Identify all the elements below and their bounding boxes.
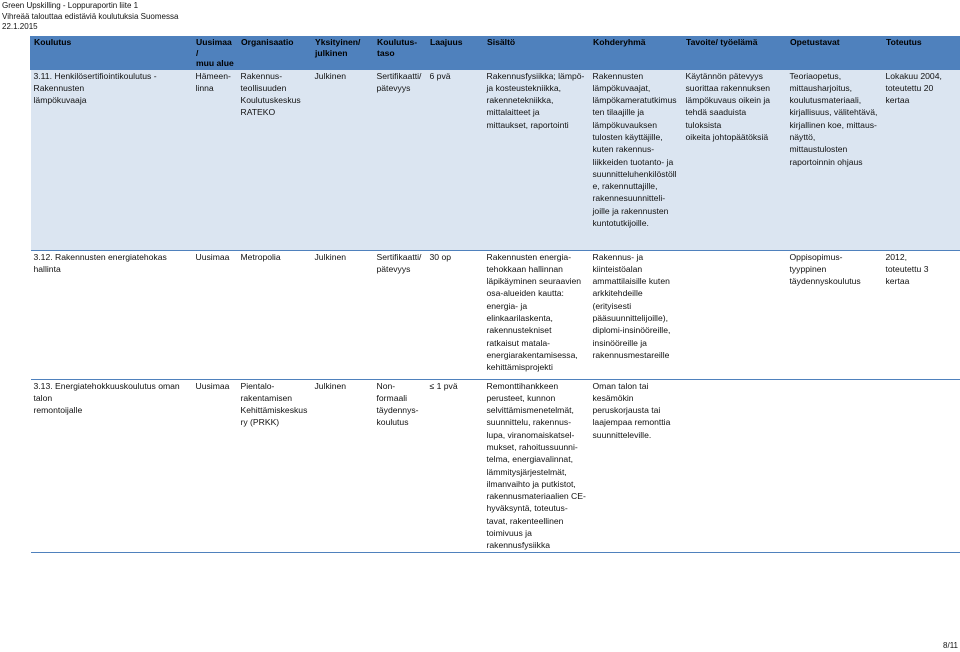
cell-sisalto: Rakennusfysiikka; lämpö- ja kosteustekniikka, rakennetekniikka, mittalaitteet ja mittaukset, raportointi [484, 69, 590, 250]
col-header-laajuus: Laajuus [427, 37, 484, 70]
col-header-organisaatio: Organisaatio [238, 37, 312, 70]
table-row [31, 250, 960, 379]
cell-toteutus: Lokakuu 2004, toteutettu 20 kertaa [883, 69, 960, 250]
page-number: 8/11 [943, 641, 958, 650]
cell-alue: Uusimaa [193, 379, 238, 552]
cell-tavoite [683, 250, 787, 379]
cell-organisaatio: Rakennus- teollisuuden Koulutuskeskus RATEKO [238, 69, 312, 250]
cell-koulutus: 3.11. Henkilösertifiointikoulutus - Rakennusten lämpökuvaaja [31, 69, 193, 250]
table-row [31, 69, 960, 250]
cell-toteutus [883, 379, 960, 552]
cell-opetustavat: Oppisopimus- tyyppinen täydennyskoulutus [787, 250, 883, 379]
cell-sisalto: Remonttihankkeen perusteet, kunnon selvittämismenetelmät, suunnittelu, rakennus- lupa, viranomaiskatsel- mukset, rahoitussuunni- telma, energiavalinnat, lämmitysjärjestelmät, ilmanvaihto ja putkistot, rakennusmateriaalien CE- hyväksyntä, toteutus- tavat, rakenteellinen toimivuus ja rakennusfysiikka [484, 379, 590, 552]
cell-toteutus: 2012, toteutettu 3 kertaa [883, 250, 960, 379]
cell-kohderyhma: Rakennus- ja kiinteistöalan ammattilaisille kuten arkkitehdeille (erityisesti pääsuunnittelijoille), diplomi-insinööreille, insinööreille ja rakennusmestareille [590, 250, 683, 379]
cell-opetustavat: Teoriaopetus, mittausharjoitus, koulutusmateriaali, kirjallisuus, välitehtävä, kirjallinen koe, mittaus- näyttö, mittaustulosten raportoinnin ohjaus [787, 69, 883, 250]
cell-taso: Sertifikaatti/ pätevyys [374, 69, 427, 250]
training-table [30, 36, 960, 553]
col-header-taso: Koulutus- taso [374, 37, 427, 70]
cell-sektori: Julkinen [312, 69, 374, 250]
cell-taso: Non- formaali täydennys- koulutus [374, 379, 427, 552]
col-header-sektori: Yksityinen/ julkinen [312, 37, 374, 70]
cell-laajuus: ≤ 1 pvä [427, 379, 484, 552]
document-header [2, 1, 178, 33]
cell-tavoite [683, 379, 787, 552]
cell-sektori: Julkinen [312, 250, 374, 379]
cell-alue: Hämeen- linna [193, 69, 238, 250]
table-row [31, 379, 960, 552]
col-header-opetustavat: Opetustavat [787, 37, 883, 70]
header-report-title: Green Upskilling - Loppuraportin liite 1 [2, 1, 139, 10]
cell-sisalto: Rakennusten energia- tehokkaan hallinnan läpikäyminen seuraavien osa-alueiden kautta: energia- ja elinkaarilaskenta, rakennustekniset ratkaisut matala- energiarakentamisessa, kehittämisprojekti [484, 250, 590, 379]
cell-laajuus: 30 op [427, 250, 484, 379]
cell-organisaatio: Pientalo- rakentamisen Kehittämiskeskus ry (PRKK) [238, 379, 312, 552]
cell-kohderyhma: Oman talon tai kesämökin peruskorjausta tai laajempaa remonttia suunnitteleville. [590, 379, 683, 552]
col-header-kohderyhma: Kohderyhmä [590, 37, 683, 70]
table-header-row [31, 37, 960, 70]
cell-alue: Uusimaa [193, 250, 238, 379]
col-header-toteutus: Toteutus [883, 37, 960, 70]
cell-opetustavat [787, 379, 883, 552]
col-header-sisalto: Sisältö [484, 37, 590, 70]
table-bottom-border [31, 552, 960, 553]
cell-koulutus: 3.12. Rakennusten energiatehokas hallinta [31, 250, 193, 379]
header-date: 22.1.2015 [2, 22, 38, 31]
cell-kohderyhma: Rakennusten lämpökuvaajat, lämpökameratutkimus ten tilaajille ja lämpökuvauksen tulosten käyttäjille, kuten rakennus- liikkeiden tuotanto- ja suunnitteluhenkilöstöll e, rakennuttajille, rakennesuunnitteli- joille ja rakennusten kuntotutkijoille. [590, 69, 683, 250]
cell-sektori: Julkinen [312, 379, 374, 552]
table-bottom-rule [31, 552, 960, 553]
cell-tavoite: Käytännön pätevyys suorittaa rakennuksen lämpökuvaus oikein ja tehdä saaduista tuloksista oikeita johtopäätöksiä [683, 69, 787, 250]
header-subtitle: Vihreää talouttaa edistäviä koulutuksia Suomessa [2, 11, 179, 21]
cell-laajuus: 6 pvä [427, 69, 484, 250]
cell-koulutus: 3.13. Energiatehokkuuskoulutus oman talon remontoijalle [31, 379, 193, 552]
cell-taso: Sertifikaatti/ pätevyys [374, 250, 427, 379]
col-header-alue: Uusimaa / muu alue [193, 37, 238, 70]
col-header-koulutus: Koulutus [31, 37, 193, 70]
col-header-tavoite: Tavoite/ työelämä [683, 37, 787, 70]
cell-organisaatio: Metropolia [238, 250, 312, 379]
